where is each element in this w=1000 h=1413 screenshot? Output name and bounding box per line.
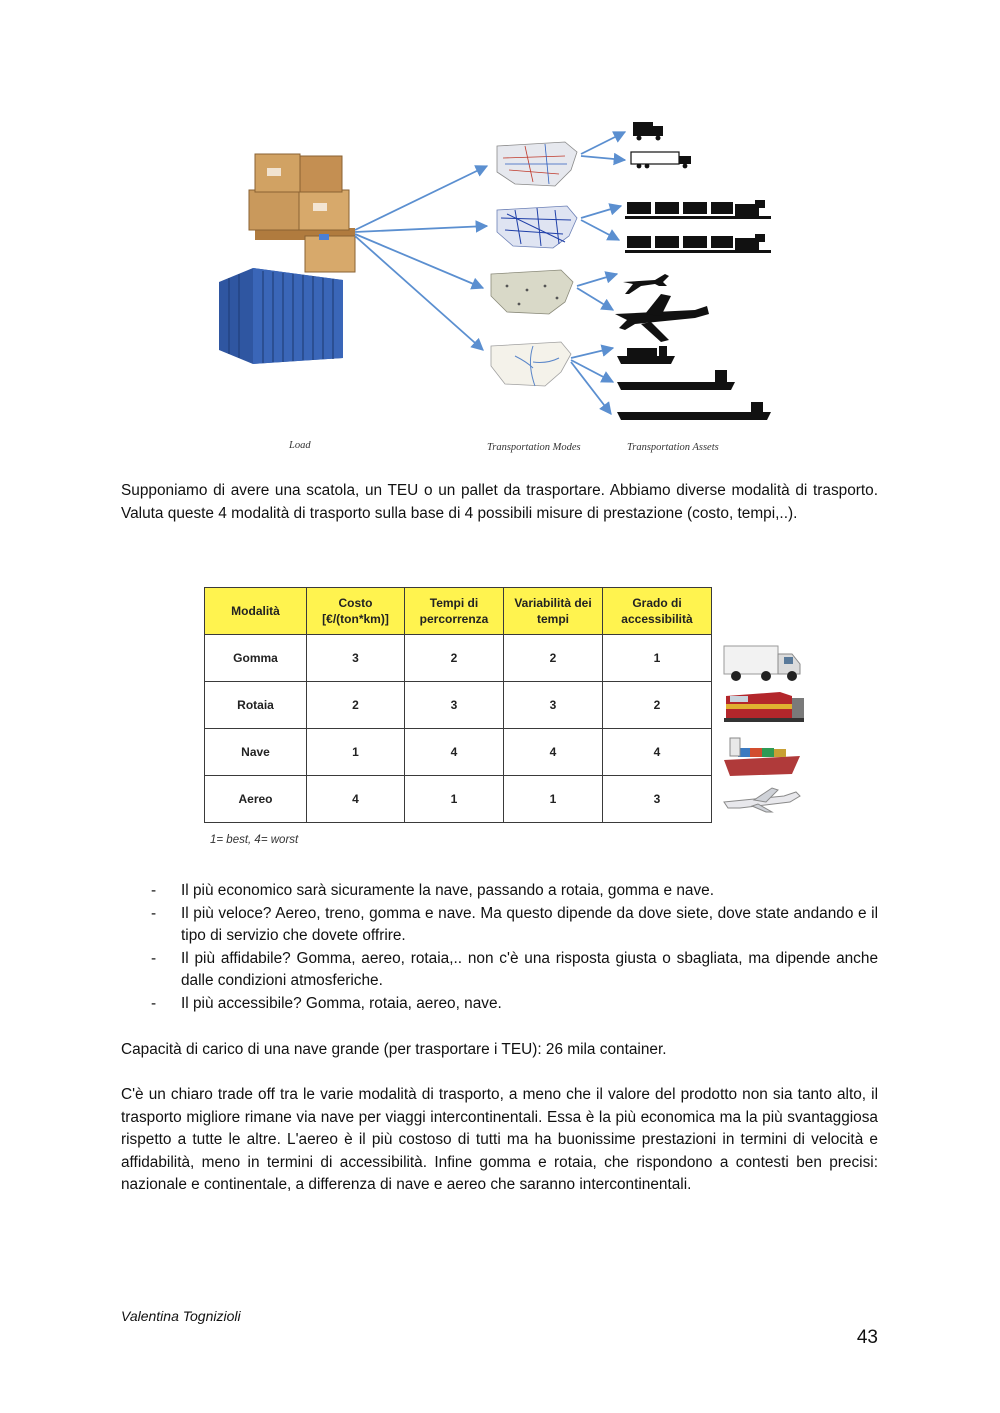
header-variabilita bbox=[504, 588, 603, 635]
table-cell: Nave bbox=[205, 729, 307, 776]
list-item-text: Il più accessibile? Gomma, rotaia, aereo, nave. bbox=[181, 994, 502, 1012]
table-cell: 3 bbox=[405, 682, 504, 729]
ship-icon bbox=[720, 730, 806, 782]
page-number: 43 bbox=[856, 1327, 878, 1348]
truck-small-icon bbox=[633, 122, 663, 141]
water-map-image bbox=[491, 342, 571, 386]
table-cell: 3 bbox=[504, 682, 603, 729]
performance-table-container bbox=[204, 587, 712, 823]
table-cell: 4 bbox=[405, 729, 504, 776]
header-line: percorrenza bbox=[419, 612, 489, 626]
table-cell: 1 bbox=[307, 729, 405, 776]
footer-author: Valentina Tognizioli bbox=[121, 1308, 241, 1324]
table-row bbox=[205, 635, 712, 682]
modes-to-assets-arrows bbox=[571, 132, 625, 414]
bullet-list bbox=[147, 880, 878, 1015]
caption-load: Load bbox=[289, 440, 311, 451]
truck-icon bbox=[720, 640, 806, 684]
table-cell: 1 bbox=[504, 776, 603, 823]
table-cell: 2 bbox=[603, 682, 712, 729]
table-cell: Gomma bbox=[205, 635, 307, 682]
table-cell: 1 bbox=[603, 635, 712, 682]
table-header-row bbox=[205, 588, 712, 635]
header-line: Costo bbox=[338, 596, 373, 610]
list-item-text: Il più affidabile? Gomma, aereo, rotaia,.. non c'è una risposta giusta o sbagliata, ma dipende anche dalle condizioni atmosferiche. bbox=[181, 949, 878, 989]
large-plane-icon bbox=[615, 294, 709, 342]
barge-ship-icon bbox=[617, 402, 771, 420]
header-tempi bbox=[405, 588, 504, 635]
small-plane-icon bbox=[623, 274, 669, 294]
tanker-ship-icon bbox=[617, 370, 735, 390]
bullet-marker: - bbox=[151, 904, 157, 922]
header-accessibilita bbox=[603, 588, 712, 635]
list-item bbox=[147, 948, 878, 993]
table-cell: 4 bbox=[603, 729, 712, 776]
header-line: tempi bbox=[536, 612, 569, 626]
conclusion-paragraph: C'è un chiaro trade off tra le varie modalità di trasporto, a meno che il valore del prodotto non sia tanto alto, il trasporto migliore rimane via nave per viaggi intercontinentali. Essa è la più economica ma la più svantaggiosa rispetto a tutte le altre. L'aereo è il più costoso di tutti ma ha buonissime prestazioni in termini di velocità e affidabilità, meno in termini di accessibilità. Infine gomma e rotaia, che rispondono a contesti ben precisi: nazionale e continentale, a differenza di nave e aereo che saranno intercontinentali. bbox=[121, 1086, 878, 1193]
header-line: Tempi di bbox=[429, 596, 479, 610]
table-row bbox=[205, 682, 712, 729]
rail-map-image bbox=[497, 206, 577, 248]
header-line: accessibilità bbox=[621, 612, 693, 626]
table-cell: 2 bbox=[307, 682, 405, 729]
table-cell: 4 bbox=[504, 729, 603, 776]
table-cell: 2 bbox=[405, 635, 504, 682]
road-map-image bbox=[497, 142, 577, 186]
list-item-text: Il più veloce? Aereo, treno, gomma e nave. Ma questo dipende da dove siete, dove state andando e il tipo di servizio che dovete offrire. bbox=[181, 904, 878, 944]
bullet-marker: - bbox=[151, 994, 157, 1012]
transport-modes-figure bbox=[215, 118, 785, 458]
table-cell: 3 bbox=[603, 776, 712, 823]
caption-assets: Transportation Assets bbox=[627, 442, 719, 453]
table-cell: Aereo bbox=[205, 776, 307, 823]
bullet-marker: - bbox=[151, 882, 157, 899]
airplane-icon bbox=[720, 786, 806, 814]
air-map-image bbox=[491, 270, 573, 314]
cardboard-boxes-image bbox=[249, 154, 355, 272]
table-cell: 1 bbox=[405, 776, 504, 823]
performance-table bbox=[204, 587, 712, 823]
caption-modes: Transportation Modes bbox=[487, 442, 581, 453]
train-icon bbox=[720, 686, 806, 726]
header-line: Modalità bbox=[231, 604, 280, 618]
freight-train-icon bbox=[625, 200, 771, 219]
table-cell: Rotaia bbox=[205, 682, 307, 729]
list-item bbox=[147, 993, 878, 1016]
table-row bbox=[205, 729, 712, 776]
truck-trailer-icon bbox=[631, 152, 691, 168]
list-item bbox=[147, 880, 878, 903]
container-ship-icon bbox=[617, 346, 675, 364]
table-legend-note: 1= best, 4= worst bbox=[210, 834, 299, 846]
load-to-modes-arrows bbox=[355, 166, 487, 350]
freight-train-2-icon bbox=[625, 234, 771, 253]
table-cell: 2 bbox=[504, 635, 603, 682]
shipping-container-image bbox=[219, 268, 343, 364]
header-line: [€/(ton*km)] bbox=[322, 612, 389, 626]
list-item-text: Il più economico sarà sicuramente la nave, passando a rotaia, gomma e nave. bbox=[181, 882, 714, 899]
table-cell: 4 bbox=[307, 776, 405, 823]
table-row bbox=[205, 776, 712, 823]
header-line: Grado di bbox=[632, 596, 682, 610]
intro-paragraph: Supponiamo di avere una scatola, un TEU o un pallet da trasportare. Abbiamo diverse modalità di trasporto. Valuta queste 4 modalità di trasporto sulla base di 4 possibili misure di prestazione (costo, tempi,..). bbox=[121, 482, 878, 522]
header-modalita bbox=[205, 588, 307, 635]
table-cell: 3 bbox=[307, 635, 405, 682]
list-item bbox=[147, 903, 878, 948]
header-costo bbox=[307, 588, 405, 635]
capacity-paragraph: Capacità di carico di una nave grande (per trasportare i TEU): 26 mila container. bbox=[121, 1041, 667, 1058]
header-line: Variabilità dei bbox=[514, 596, 592, 610]
bullet-marker: - bbox=[151, 949, 157, 967]
